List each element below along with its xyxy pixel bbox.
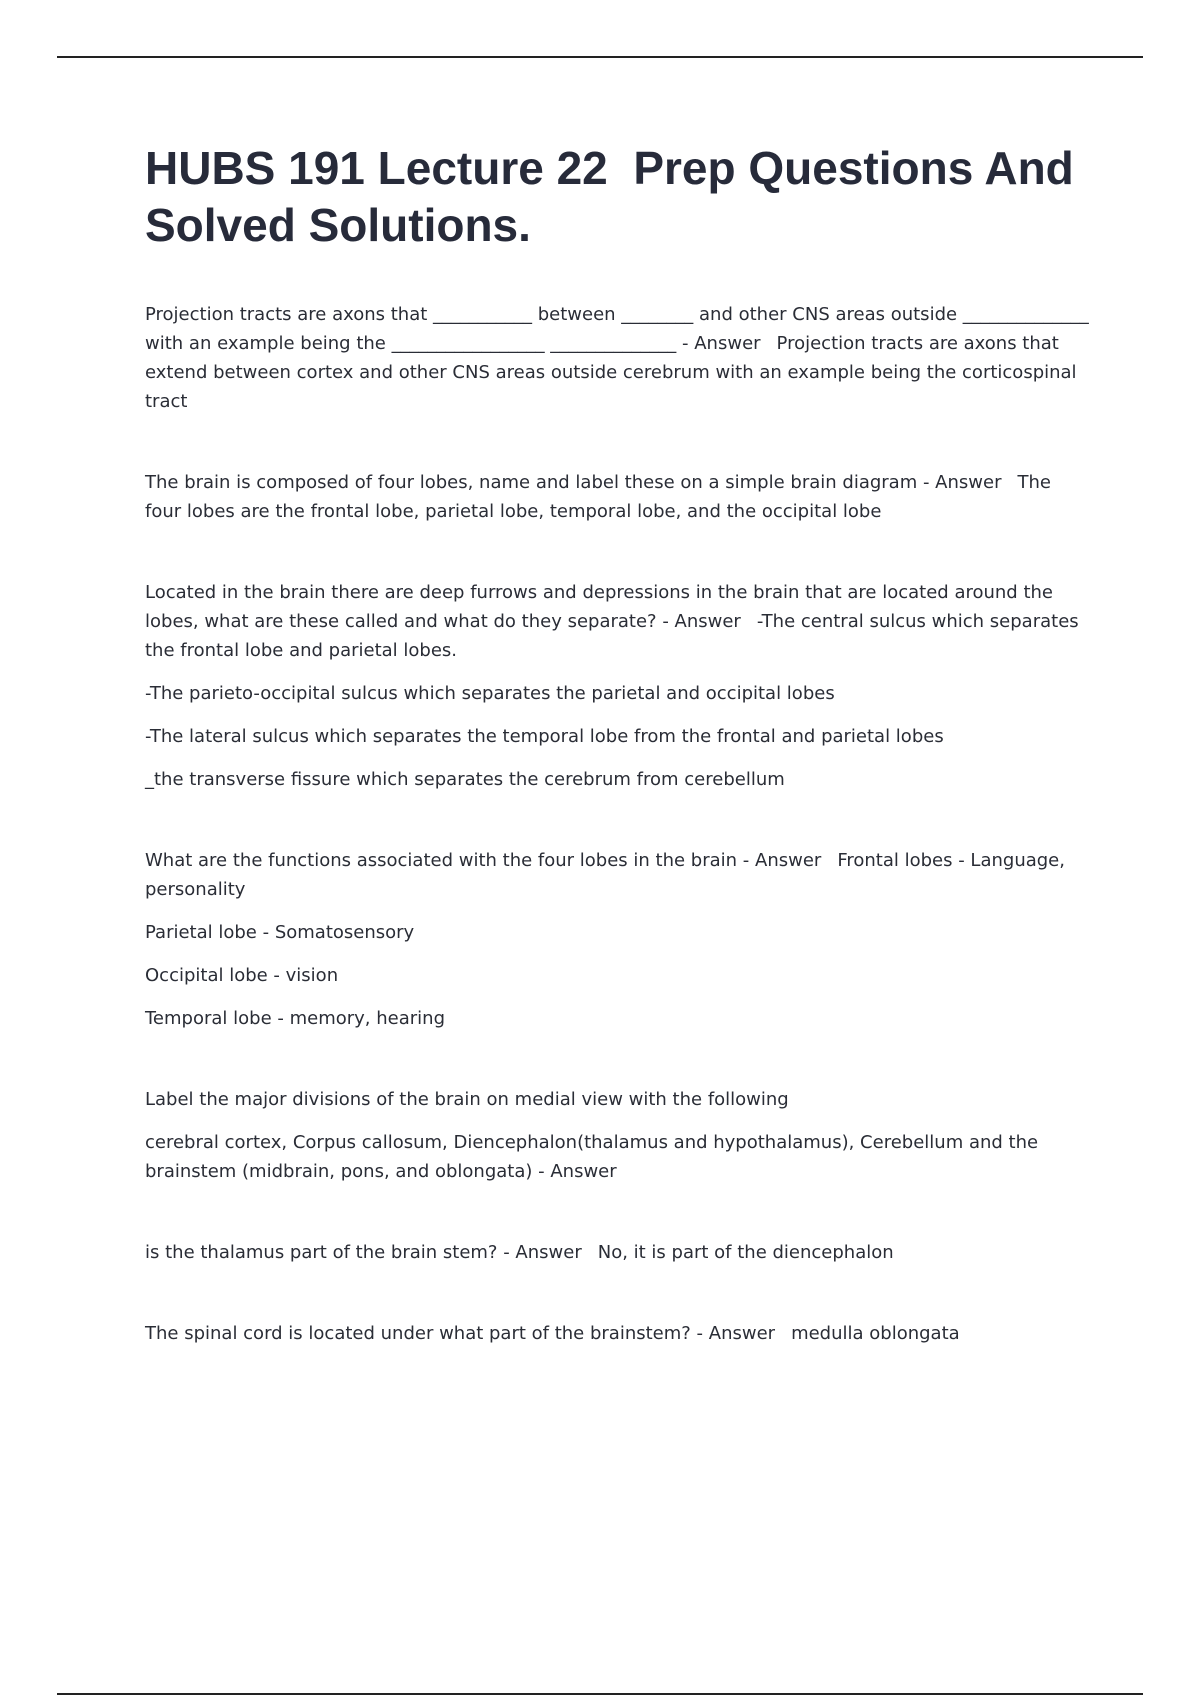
document-title: HUBS 191 Lecture 22 Prep Questions And Solved Solutions. <box>145 142 1087 251</box>
question-text: is the thalamus part of the brain stem? - Answer <box>145 1242 582 1263</box>
header-rule <box>57 56 1143 58</box>
answer-line: cerebral cortex, Corpus callosum, Diencephalon(thalamus and hypothalamus), Cerebellum and the brainstem (midbrain, pons, and oblongata) - Answer <box>145 1132 1044 1182</box>
qa-paragraph <box>145 1238 1090 1267</box>
qa-paragraph <box>145 578 1090 665</box>
question-text: Located in the brain there are deep furrows and depressions in the brain that are located around the lobes, what are these called and what do they separate? - Answer <box>145 582 1059 632</box>
answer-text: -The central sulcus which separates the frontal lobe and parietal lobes. <box>145 611 1085 661</box>
answer-line: Occipital lobe - vision <box>145 965 339 986</box>
answer-text: No, it is part of the diencephalon <box>597 1242 894 1263</box>
footer-rule <box>57 1693 1143 1695</box>
answer-text: The four lobes are the frontal lobe, parietal lobe, temporal lobe, and the occipital lobe <box>145 472 1057 522</box>
answer-text: Projection tracts are axons that extend between cortex and other CNS areas outside cerebrum with an example being the corticospinal tract <box>145 333 1083 412</box>
qa-paragraph <box>145 300 1095 416</box>
qa-paragraph <box>145 1085 1090 1114</box>
answer-line: _the transverse fissure which separates the cerebrum from cerebellum <box>145 769 785 790</box>
qa-entry <box>145 1085 1090 1186</box>
answer-text: medulla oblongata <box>791 1323 960 1344</box>
qa-entry <box>145 1319 1090 1348</box>
qa-entry <box>145 846 1090 1033</box>
answer-line: -The parieto-occipital sulcus which separates the parietal and occipital lobes <box>145 683 835 704</box>
question-text: The brain is composed of four lobes, name and label these on a simple brain diagram - Answer <box>145 472 1002 493</box>
answer-line: Temporal lobe - memory, hearing <box>145 1008 445 1029</box>
question-text: What are the functions associated with the four lobes in the brain - Answer <box>145 850 822 871</box>
answer-line: Parietal lobe - Somatosensory <box>145 922 415 943</box>
question-text: The spinal cord is located under what part of the brainstem? - Answer <box>145 1323 776 1344</box>
qa-entry <box>145 468 1090 526</box>
qa-list <box>145 300 1095 1400</box>
qa-paragraph <box>145 846 1090 904</box>
question-text: Label the major divisions of the brain on medial view with the following <box>145 1089 789 1110</box>
qa-entry <box>145 1238 1090 1267</box>
qa-paragraph <box>145 468 1090 526</box>
qa-entry <box>145 300 1095 416</box>
answer-line: -The lateral sulcus which separates the temporal lobe from the frontal and parietal lobes <box>145 726 944 747</box>
qa-paragraph <box>145 1319 1090 1348</box>
question-text: Projection tracts are axons that ___________ between ________ and other CNS areas outside ______________ with an example being the _________________ ______________ - Answer <box>145 304 1095 354</box>
answer-text: Frontal lobes - Language, personality <box>145 850 1071 900</box>
qa-entry <box>145 578 1090 794</box>
